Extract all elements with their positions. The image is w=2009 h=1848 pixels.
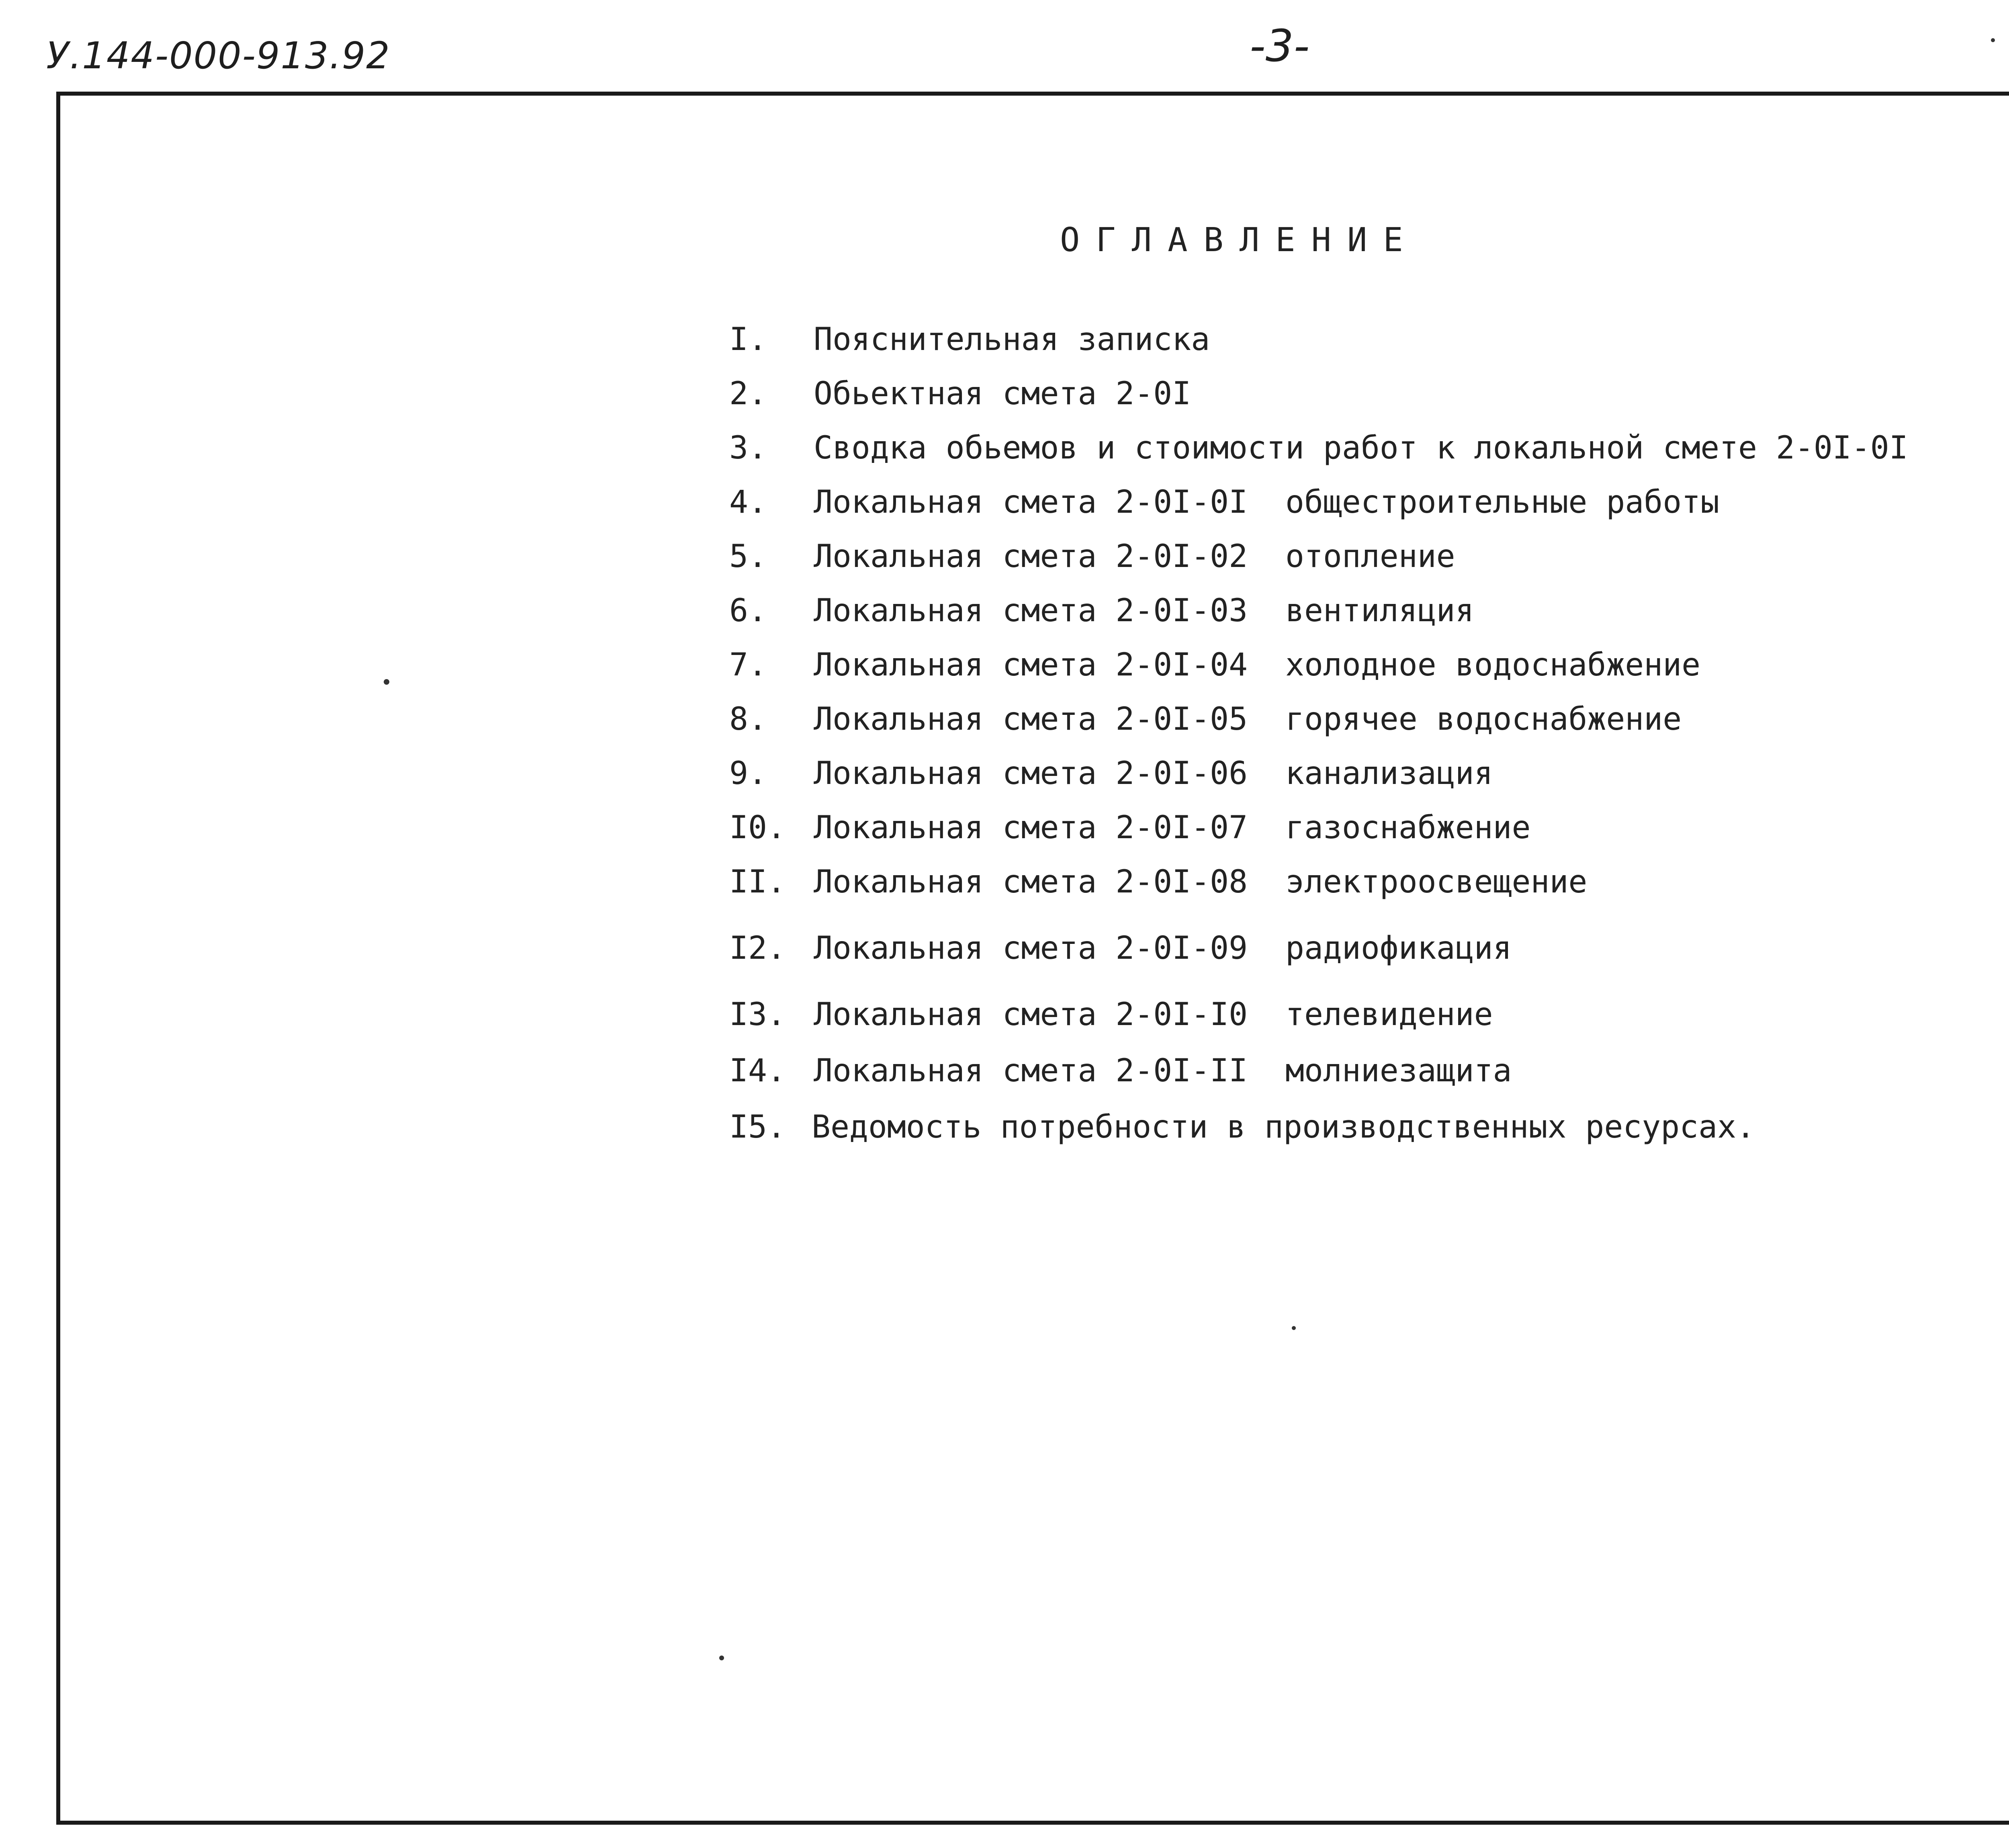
toc-row bbox=[0, 538, 2009, 587]
toc-title: Сводка обьемов и стоимости работ к локальной смете 2-0I-0I bbox=[814, 430, 1908, 466]
toc-row bbox=[0, 864, 2009, 912]
page-number: -3- bbox=[1250, 20, 1310, 72]
toc-title: Локальная смета 2-0I-05 горячее водоснабжение bbox=[814, 701, 1682, 737]
toc-title: Локальная смета 2-0I-0I общестроительные работы bbox=[814, 484, 1720, 520]
scan-speck bbox=[719, 1656, 724, 1660]
toc-number: 2. bbox=[729, 376, 767, 412]
toc-title: Ведомость потребности в производственных ресурсах. bbox=[812, 1109, 1755, 1145]
toc-number: II. bbox=[729, 864, 786, 900]
toc-title: Локальная смета 2-0I-II молниезащита bbox=[814, 1053, 1512, 1089]
toc-title: Локальная смета 2-0I-04 холодное водоснабжение bbox=[814, 647, 1701, 683]
toc-number: 9. bbox=[729, 755, 767, 792]
toc-row bbox=[0, 1109, 2009, 1157]
scan-speck bbox=[1991, 38, 1995, 42]
page-title: ОГЛАВЛЕНИЕ bbox=[1060, 221, 1419, 259]
toc-number: I. bbox=[729, 321, 767, 358]
toc-row bbox=[0, 1053, 2009, 1101]
toc-title: Локальная смета 2-0I-02 отопление bbox=[814, 538, 1455, 575]
toc-row bbox=[0, 321, 2009, 370]
toc-row bbox=[0, 376, 2009, 424]
toc-row bbox=[0, 930, 2009, 978]
toc-number: I5. bbox=[729, 1109, 786, 1145]
toc-title: Локальная смета 2-0I-09 радиофикация bbox=[814, 930, 1512, 966]
toc-number: 7. bbox=[729, 647, 767, 683]
toc-row bbox=[0, 810, 2009, 858]
toc-number: 3. bbox=[729, 430, 767, 466]
toc-title: Локальная смета 2-0I-I0 телевидение bbox=[814, 997, 1493, 1033]
toc-row bbox=[0, 484, 2009, 532]
toc-row bbox=[0, 701, 2009, 749]
toc-title: Локальная смета 2-0I-03 вентиляция bbox=[814, 593, 1474, 629]
toc-title: Локальная смета 2-0I-07 газоснабжение bbox=[814, 810, 1531, 846]
toc-number: I4. bbox=[729, 1053, 786, 1089]
toc-title: Обьектная смета 2-0I bbox=[814, 376, 1191, 412]
scan-speck bbox=[1292, 1326, 1296, 1330]
toc-number: 4. bbox=[729, 484, 767, 520]
toc-row bbox=[0, 647, 2009, 695]
toc-row bbox=[0, 755, 2009, 804]
toc-row bbox=[0, 430, 2009, 478]
document-code: У.144-000-913.92 bbox=[46, 34, 391, 77]
toc-number: 6. bbox=[729, 593, 767, 629]
toc-row bbox=[0, 997, 2009, 1045]
toc-number: I0. bbox=[729, 810, 786, 846]
toc-title: Пояснительная записка bbox=[814, 321, 1210, 358]
toc-number: I3. bbox=[729, 997, 786, 1033]
toc-row bbox=[0, 593, 2009, 641]
toc-title: Локальная смета 2-0I-06 канализация bbox=[814, 755, 1493, 792]
scan-speck bbox=[384, 679, 389, 685]
toc-number: I2. bbox=[729, 930, 786, 966]
toc-number: 8. bbox=[729, 701, 767, 737]
toc-title: Локальная смета 2-0I-08 электроосвещение bbox=[814, 864, 1588, 900]
toc-number: 5. bbox=[729, 538, 767, 575]
